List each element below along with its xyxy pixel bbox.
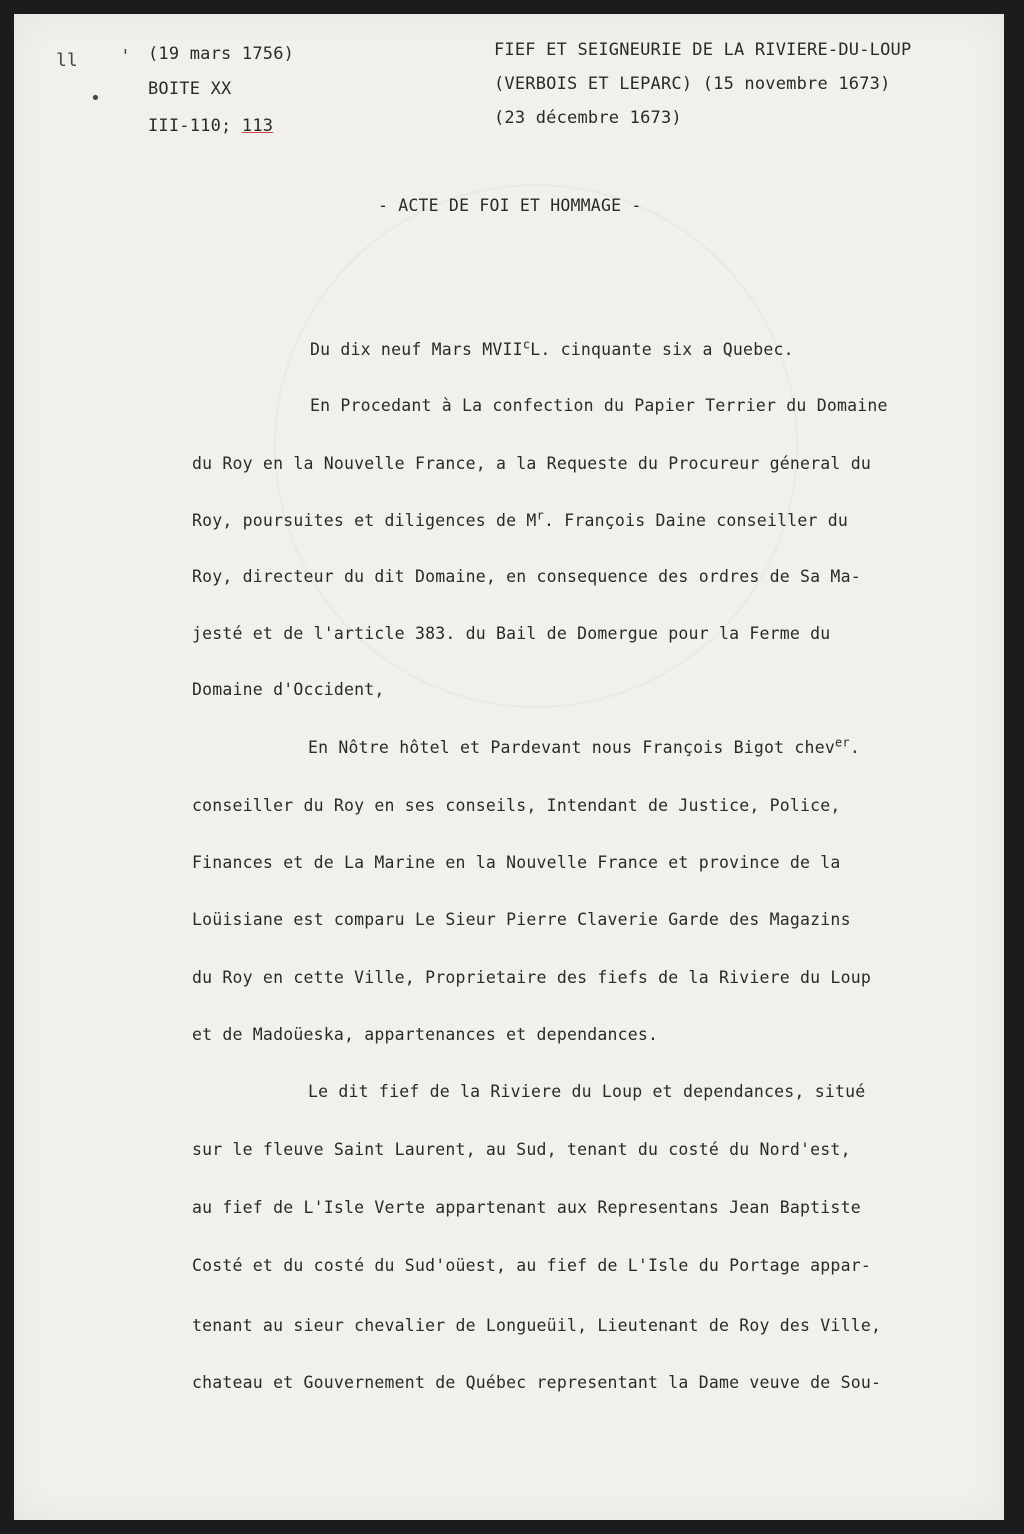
body-line: chateau et Gouvernement de Québec representant la Dame veuve de Sou- [192, 1373, 882, 1392]
body-line: du Roy en cette Ville, Proprietaire des fiefs de la Riviere du Loup [192, 968, 871, 987]
margin-tick: ' [120, 46, 131, 67]
body-line: En Procedant à La confection du Papier Terrier du Domaine [310, 396, 888, 415]
fief-subtitle: (VERBOIS ET LEPARC) (15 novembre 1673) [494, 74, 891, 94]
body-line: du Roy en la Nouvelle France, a la Requeste du Procureur géneral du [192, 454, 871, 473]
margin-dot: • [90, 88, 101, 109]
body-line: et de Madoüeska, appartenances et dependances. [192, 1025, 659, 1044]
body-line: Costé et du costé du Sud'oüest, au fief de L'Isle du Portage appar- [192, 1256, 871, 1275]
document-title: - ACTE DE FOI ET HOMMAGE - [378, 196, 642, 215]
reference-number: 113 [241, 116, 274, 136]
body-line: Du dix neuf Mars MVII$^c$L. cinquante six a Quebec. [310, 337, 794, 359]
date-line: (19 mars 1756) [148, 44, 295, 64]
fief-title: FIEF ET SEIGNEURIE DE LA RIVIERE-DU-LOUP [494, 40, 912, 60]
box-line: BOITE XX [148, 79, 232, 99]
body-line: Roy, poursuites et diligences de $M^r$. François Daine conseiller du [192, 508, 849, 530]
body-line: jesté et de l'article 383. du Bail de Domergue pour la Ferme du [192, 624, 831, 643]
fief-date: (23 décembre 1673) [494, 108, 682, 128]
reference-line [148, 116, 273, 136]
body-line: conseiller du Roy en ses conseils, Intendant de Justice, Police, [192, 796, 841, 815]
body-line: Finances et de La Marine en la Nouvelle France et province de la [192, 853, 841, 872]
body-line: au fief de L'Isle Verte appartenant aux Representans Jean Baptiste [192, 1198, 861, 1217]
document-page [14, 14, 1004, 1520]
body-line: tenant au sieur chevalier de Longueüil, Lieutenant de Roy des Ville, [192, 1316, 882, 1335]
reference-prefix: III-110; [148, 116, 242, 136]
body-line: Loüisiane est comparu Le Sieur Pierre Claverie Garde des Magazins [192, 910, 851, 929]
margin-mark: ll [56, 50, 78, 71]
body-line: En Nôtre hôtel et Pardevant nous François Bigot chev$^{er}$. [308, 735, 860, 757]
body-line: Roy, directeur du dit Domaine, en consequence des ordres de Sa Ma- [192, 567, 861, 586]
body-line: Domaine d'Occident, [192, 680, 385, 699]
body-line: sur le fleuve Saint Laurent, au Sud, tenant du costé du Nord'est, [192, 1140, 851, 1159]
body-line: Le dit fief de la Riviere du Loup et dependances, situé [308, 1082, 866, 1101]
